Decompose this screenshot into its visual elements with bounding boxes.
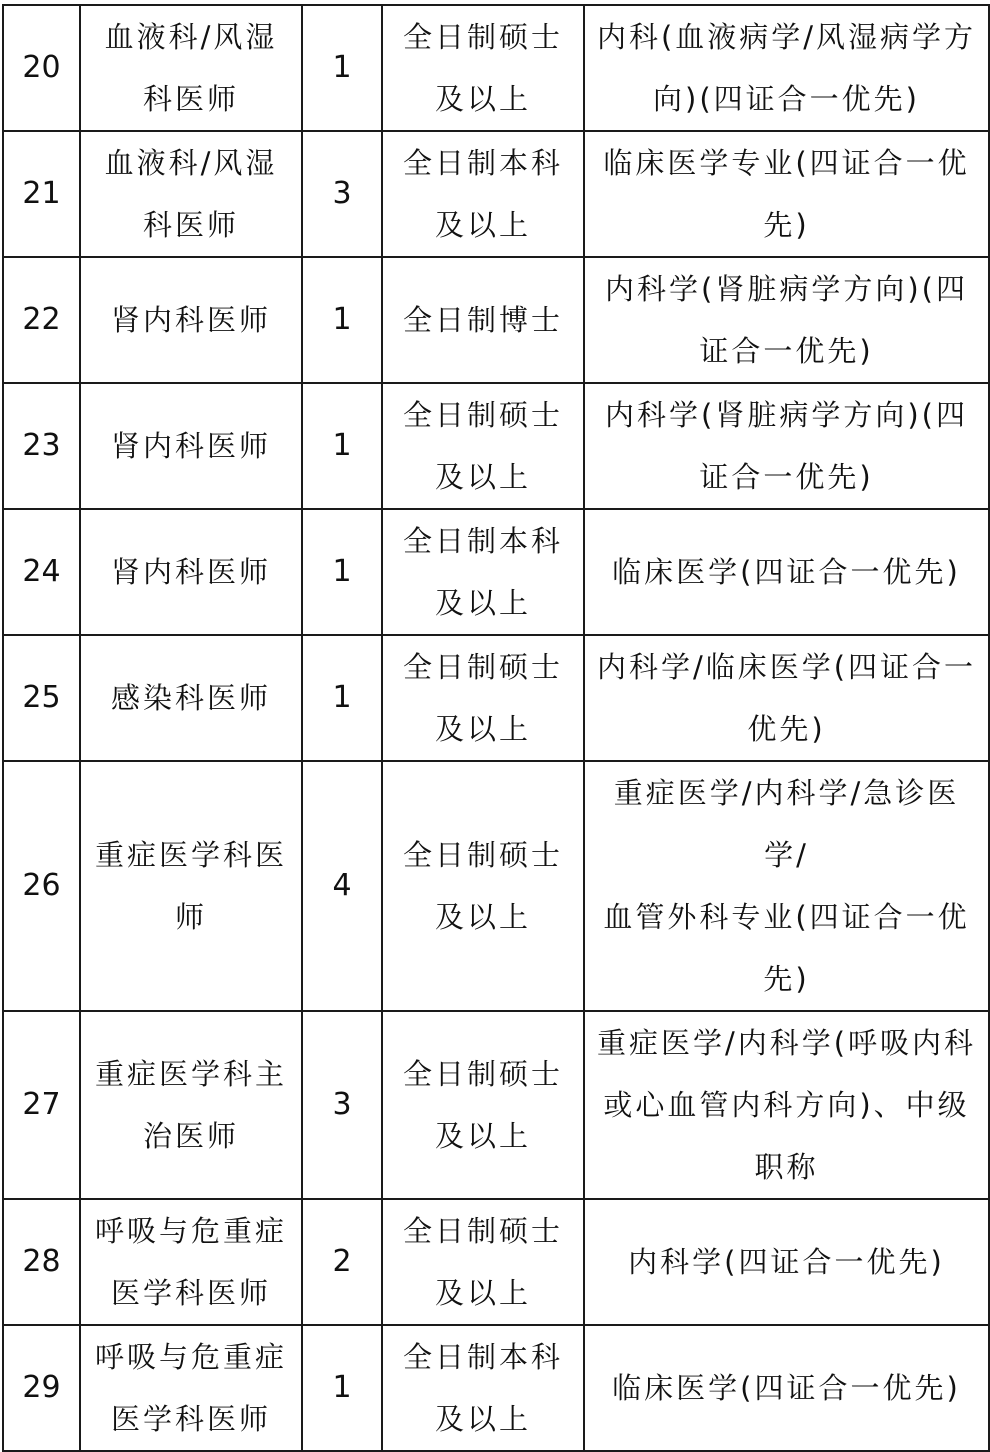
text-line: 科医师 <box>142 82 239 116</box>
headcount: 3 <box>302 131 382 257</box>
major-requirement <box>584 1199 989 1325</box>
text-line: 内科学/临床医学(四证合一 <box>596 650 977 684</box>
text-line: 优先) <box>747 712 826 746</box>
text-line: 医学科医师 <box>110 1402 271 1436</box>
text-line: 肾内科医师 <box>110 429 271 463</box>
text-line: 感染科医师 <box>110 681 271 715</box>
major-requirement <box>584 383 989 509</box>
text-line: 及以上 <box>434 1402 531 1436</box>
major-requirement <box>584 1325 989 1451</box>
text-line: 内科(血液病学/风湿病学方 <box>596 20 977 54</box>
text-line: 或心血管内科方向)、中级 <box>603 1088 970 1122</box>
text-line: 内科学(四证合一优先) <box>628 1245 945 1279</box>
text-line: 肾内科医师 <box>110 555 271 589</box>
text-line: 职称 <box>754 1150 819 1184</box>
text-line: 师 <box>174 900 207 934</box>
row-number: 27 <box>3 1011 80 1199</box>
text-line: 及以上 <box>434 208 531 242</box>
text-line: 全日制本科 <box>402 146 563 180</box>
headcount: 1 <box>302 1325 382 1451</box>
major-requirement <box>584 509 989 635</box>
text-line: 重症医学/内科学(呼吸内科 <box>596 1026 977 1060</box>
table-row <box>3 383 989 509</box>
post-name <box>80 383 302 509</box>
table-row <box>3 1325 989 1451</box>
text-line: 证合一优先) <box>699 334 874 368</box>
text-line: 向)(四证合一优先) <box>653 82 920 116</box>
table-row <box>3 1199 989 1325</box>
post-name <box>80 131 302 257</box>
post-name <box>80 1011 302 1199</box>
text-line: 重症医学/内科学/急诊医学/ <box>613 776 960 872</box>
headcount: 1 <box>302 5 382 131</box>
major-requirement <box>584 635 989 761</box>
row-number: 20 <box>3 5 80 131</box>
text-line: 证合一优先) <box>699 460 874 494</box>
row-number: 23 <box>3 383 80 509</box>
row-number: 25 <box>3 635 80 761</box>
education-requirement <box>382 509 584 635</box>
education-requirement <box>382 1011 584 1199</box>
text-line: 全日制硕士 <box>402 1057 563 1091</box>
major-requirement <box>584 131 989 257</box>
education-requirement <box>382 5 584 131</box>
text-line: 全日制硕士 <box>402 650 563 684</box>
row-number: 24 <box>3 509 80 635</box>
text-line: 全日制硕士 <box>402 838 563 872</box>
text-line: 及以上 <box>434 82 531 116</box>
text-line: 内科学(肾脏病学方向)(四 <box>605 398 968 432</box>
text-line: 科医师 <box>142 208 239 242</box>
row-number: 21 <box>3 131 80 257</box>
headcount: 1 <box>302 383 382 509</box>
table-row <box>3 5 989 131</box>
education-requirement <box>382 1199 584 1325</box>
education-requirement <box>382 131 584 257</box>
row-number: 22 <box>3 257 80 383</box>
education-requirement <box>382 635 584 761</box>
education-requirement <box>382 1325 584 1451</box>
text-line: 血液科/风湿 <box>104 20 278 54</box>
text-line: 医学科医师 <box>110 1276 271 1310</box>
text-line: 全日制硕士 <box>402 20 563 54</box>
text-line: 临床医学专业(四证合一优 <box>603 146 970 180</box>
headcount: 2 <box>302 1199 382 1325</box>
recruitment-table <box>2 4 990 1452</box>
headcount: 1 <box>302 635 382 761</box>
text-line: 全日制本科 <box>402 524 563 558</box>
text-line: 临床医学(四证合一优先) <box>612 1371 961 1405</box>
text-line: 临床医学(四证合一优先) <box>612 555 961 589</box>
text-line: 全日制本科 <box>402 1340 563 1374</box>
text-line: 治医师 <box>142 1119 239 1153</box>
row-number: 29 <box>3 1325 80 1451</box>
table-row <box>3 761 989 1011</box>
text-line: 内科学(肾脏病学方向)(四 <box>605 272 968 306</box>
text-line: 肾内科医师 <box>110 303 271 337</box>
major-requirement <box>584 761 989 1011</box>
row-number: 26 <box>3 761 80 1011</box>
major-requirement <box>584 5 989 131</box>
text-line: 先) <box>763 962 810 996</box>
table-row <box>3 131 989 257</box>
headcount: 1 <box>302 509 382 635</box>
post-name <box>80 1199 302 1325</box>
text-line: 呼吸与危重症 <box>94 1214 287 1248</box>
text-line: 及以上 <box>434 712 531 746</box>
post-name <box>80 1325 302 1451</box>
headcount: 1 <box>302 257 382 383</box>
table-row <box>3 509 989 635</box>
text-line: 重症医学科医 <box>94 838 287 872</box>
table-row <box>3 635 989 761</box>
text-line: 全日制硕士 <box>402 398 563 432</box>
text-line: 及以上 <box>434 1276 531 1310</box>
table-row <box>3 1011 989 1199</box>
text-line: 及以上 <box>434 586 531 620</box>
text-line: 血管外科专业(四证合一优 <box>603 900 970 934</box>
text-line: 及以上 <box>434 900 531 934</box>
row-number: 28 <box>3 1199 80 1325</box>
text-line: 全日制硕士 <box>402 1214 563 1248</box>
text-line: 及以上 <box>434 1119 531 1153</box>
table-row <box>3 257 989 383</box>
text-line: 呼吸与危重症 <box>94 1340 287 1374</box>
text-line: 血液科/风湿 <box>104 146 278 180</box>
text-line: 全日制博士 <box>402 303 563 337</box>
post-name <box>80 761 302 1011</box>
headcount: 3 <box>302 1011 382 1199</box>
text-line: 及以上 <box>434 460 531 494</box>
post-name <box>80 509 302 635</box>
education-requirement <box>382 257 584 383</box>
post-name <box>80 257 302 383</box>
text-line: 重症医学科主 <box>94 1057 287 1091</box>
headcount: 4 <box>302 761 382 1011</box>
major-requirement <box>584 1011 989 1199</box>
post-name <box>80 5 302 131</box>
education-requirement <box>382 383 584 509</box>
text-line: 先) <box>763 208 810 242</box>
education-requirement <box>382 761 584 1011</box>
major-requirement <box>584 257 989 383</box>
post-name <box>80 635 302 761</box>
